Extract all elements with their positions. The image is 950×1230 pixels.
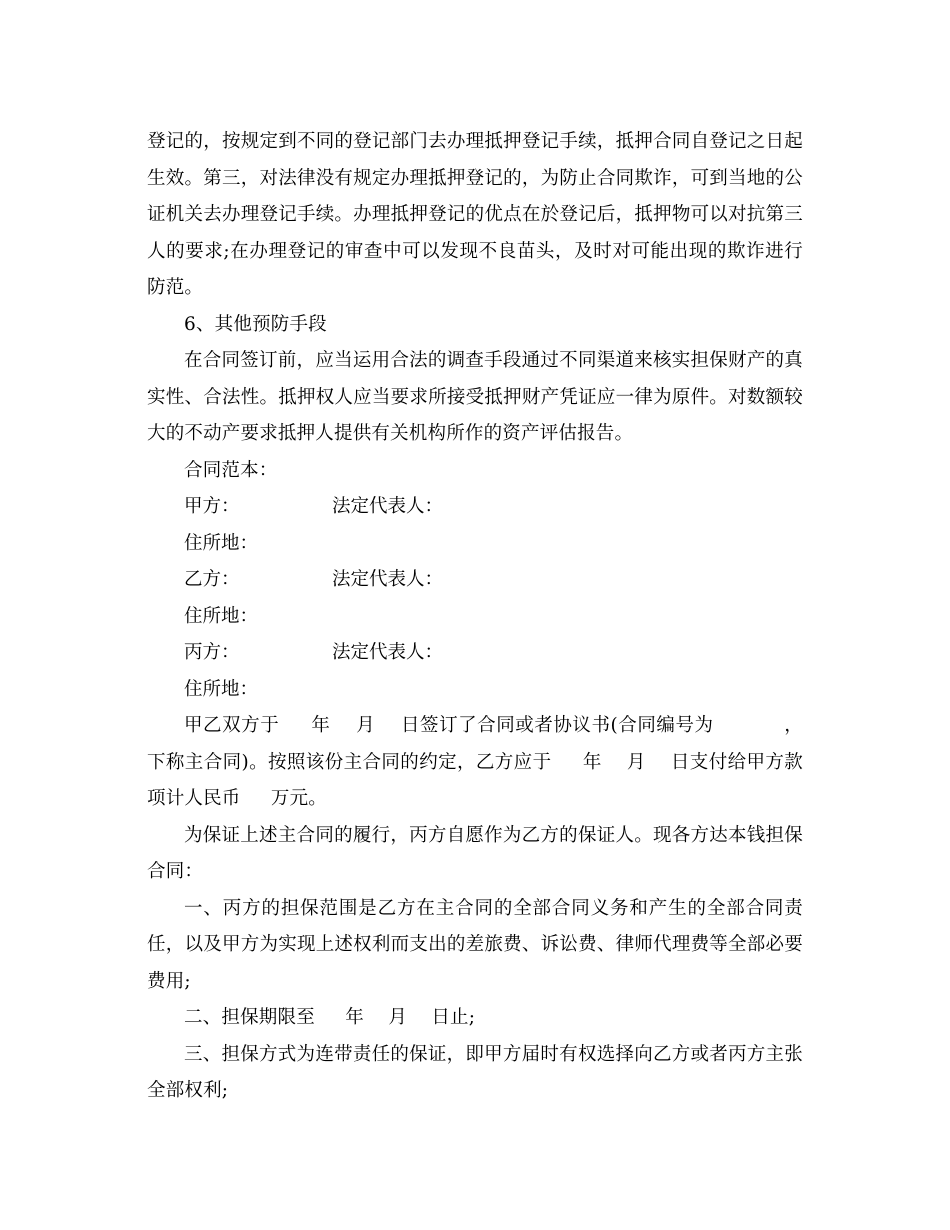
party-b-address-row — [147, 599, 803, 636]
party-c-row — [147, 635, 803, 672]
paragraph-guarantor: 为保证上述主合同的履行，丙方自愿作为乙方的保证人。现各方达本钱担保合同： — [147, 824, 803, 882]
clause-2-term: 二、担保期限至 年 月 日止; — [184, 1007, 476, 1028]
party-b-address-label: 住所地： — [184, 605, 259, 627]
paragraph-registration: 登记的，按规定到不同的登记部门去办理抵押登记手续，抵押合同自登记之日起生效。第三，对法律没有规定办理抵押登记的，为防止合同欺诈，可到当地的公证机关去办理登记手续。办理抵押登记的优点在於登记后，抵押物可以对抗第三人的要求;在办理登记的审查中可以发现不良苗头，及时对可能出现的欺诈进行防范。 — [147, 131, 803, 298]
party-a-address-label: 住所地： — [184, 532, 259, 554]
section-heading-other-prevention: 6、其他预防手段 — [184, 313, 327, 335]
paragraph-main-contract: 甲乙双方于 年 月 日签订了合同或者协议书(合同编号为 ，下称主合同)。按照该份主合同的约定，乙方应于 年 月 日支付给甲方款项计人民币 万元。 — [147, 715, 803, 809]
party-c-address-row — [147, 672, 803, 709]
document-body — [147, 124, 803, 1110]
party-a-row — [147, 489, 803, 526]
party-a-address-row — [147, 526, 803, 563]
party-c-label: 丙方： — [184, 642, 240, 663]
template-title: 合同范本： — [184, 459, 278, 481]
party-b-rep-label: 法定代表人： — [332, 569, 444, 590]
party-a-rep-label: 法定代表人： — [332, 496, 444, 517]
party-b-row — [147, 562, 803, 599]
party-a-label: 甲方： — [184, 496, 240, 517]
clause-3-method: 三、担保方式为连带责任的保证，即甲方届时有权选择向乙方或者丙方主张全部权利; — [147, 1043, 803, 1101]
party-c-rep-label: 法定代表人： — [332, 642, 444, 663]
party-c-address-label: 住所地： — [184, 678, 259, 700]
party-b-label: 乙方： — [184, 569, 240, 590]
clause-1-scope: 一、丙方的担保范围是乙方在主合同的全部合同义务和产生的全部合同责任，以及甲方为实现上述权利而支出的差旅费、诉讼费、律师代理费等全部必要费用; — [147, 897, 803, 992]
paragraph-investigation: 在合同签订前，应当运用合法的调查手段通过不同渠道来核实担保财产的真实性、合法性。抵押权人应当要求所接受抵押财产凭证应一律为原件。对数额较大的不动产要求抵押人提供有关机构所作的资产评估报告。 — [147, 350, 803, 444]
